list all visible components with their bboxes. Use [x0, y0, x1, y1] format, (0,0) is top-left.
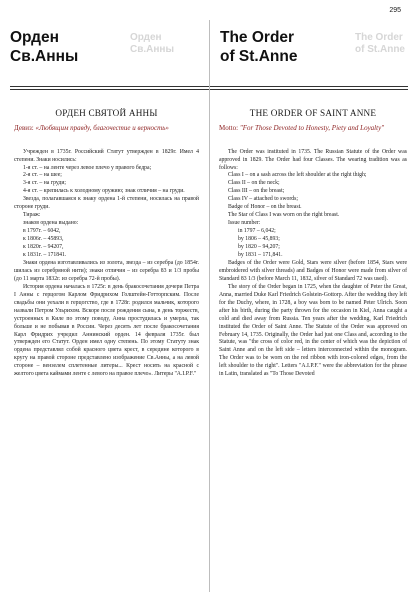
ru-class-item: 4-я ст. – крепилась к холодному оружию; знак отличия – на груди. — [23, 188, 185, 195]
ru-heading-line-1: Орден — [10, 29, 59, 46]
ru-issue-item: к 1831г. – 171841. — [23, 251, 67, 258]
ru-class-item: 1-я ст. – на ленте через левое плечо у правого бедра; — [23, 164, 152, 171]
en-heading-line-1: The Order — [220, 29, 295, 46]
en-paragraph: Badges of the Order were Gold, Stars were silver (before 1854, Stars were embroidered with silver threads) and Badges of Honor were made from silver of Standard 83 1/3 (before March 11, 1832, silver of Standard 72 was used). — [219, 259, 407, 282]
ru-body — [14, 149, 199, 380]
en-class-item: Badge of Honor – on the breast. — [228, 204, 302, 211]
ru-heading-line-2: Св.Анны — [10, 48, 79, 65]
en-class-item: Class I – on a sash across the left shoulder at the right thigh; — [228, 172, 367, 179]
ru-ghost-line-1: Орден — [130, 32, 162, 43]
ru-class-item: 3-я ст. – на груди; — [23, 180, 67, 187]
ru-paragraph: Знаки ордена изготавливались из золота, звезда – из серебра (до 1854г. шилась из серебряной нити); знаки отличия – из серебра 83 и 1/3 пробы (до 11 марта 1832г. из серебра 72-й пробы). — [14, 259, 199, 282]
en-class-item: Class IV – attached to swords; — [228, 196, 299, 203]
en-paragraph: The Star of Class I was worn on the right breast. — [228, 212, 340, 219]
ru-motto-text: «Любящим правду, благочестие и верность» — [35, 124, 169, 132]
ru-class-item: 2-я ст. – на шее; — [23, 172, 62, 179]
en-issue-item: by 1806 – 45,893; — [238, 236, 280, 243]
en-ghost-heading — [355, 32, 405, 56]
ru-issue-subheading: знаков ордена выдано: — [23, 220, 79, 227]
russian-column — [14, 108, 199, 379]
en-motto-label: Motto: — [219, 124, 239, 132]
ru-issue-item: в 1797г. – 6042, — [23, 228, 61, 235]
en-heading-line-2: of St.Anne — [220, 48, 298, 65]
ru-motto — [14, 124, 199, 133]
en-motto-text: "For Those Devoted to Honesty, Piety and Loyalty" — [239, 124, 385, 132]
ru-paragraph: Учрежден в 1735г. Российский Статут утвержден в 1829г. Имел 4 степени. Знаки носились: — [14, 148, 199, 163]
ru-issue-heading: Тираж: — [23, 212, 41, 219]
page-number: 295 — [389, 7, 401, 14]
en-paragraph: The story of the Order began in 1725, when the daughter of Peter the Great, Anna, married Duke Karl Friedrich Golstein-Gottorp. After the wedding they left for the Duchy, where, in 1728, a boy was born to be named Peter Ulrich. Soon after his birth, during the party thrown for the occasion in Kiel, Anna caught a cold and died away from Russia. Ten years after the wedding, Karl Friedrich instituted the Order of Saint Anne. The Statute of the Order was approved on February 14, 1735. Originally, the Order had just one Class and, according to the Statute, was "the cross of color red, in the center of which was the depiction of Saint Anne and on the left side – letters interconnected within the monogram. The Order was to be worn on the red ribbon with iron-colored edges, from the left shoulder to the right". Letters "A.I.P.F." were the abbreviation for the phrase in Latin, translated as "To Those Devoted — [219, 283, 407, 378]
en-motto — [219, 124, 407, 133]
ru-section-title: ОРДЕН СВЯТОЙ АННЫ — [55, 108, 158, 118]
ru-ghost-heading — [130, 32, 174, 56]
ru-paragraph: Звезда, полагавшаяся к знаку ордена 1-й степени, носилась на правой стороне груди. — [14, 196, 199, 211]
english-column — [219, 108, 407, 379]
ru-issue-item: к 1806г. – 45893, — [23, 236, 64, 243]
en-ghost-line-1: The Order — [355, 32, 403, 43]
en-paragraph: The Order was instituted in 1735. The Russian Statute of the Order was approved in 1829. The Order had four Classes. The wearing tradition was as follows: — [219, 148, 407, 171]
column-divider — [209, 20, 210, 592]
en-issue-heading: Issue number: — [228, 220, 261, 227]
en-issue-item: in 1797 – 6,042; — [238, 228, 276, 235]
ru-paragraph: История ордена началась в 1725г. в день бракосочетания дочери Петра I Анны с герцогом Карлом Фридрихом Голштейн-Готторпским. После свадьбы они уехали в герцогство, где в 1728г. родился мальчик, которого назвали Петром Ульрихом. Вскоре после рождения сына, в день торжеств, устроенных в Киле по этому поводу, Анна простудилась и умерла, так больше и не побывав в России. Через десять лет после бракосочетания Карл Фридрих учредил Аннинский орден. 14 февраля 1735г. был утвержден его Статут. Орден имел одну степень. По этому Статуту знак ордена представлял собой красного цвета крест, в середине которого в кругу на правой стороне представлено изображение Св.Анны, а на левой стороне – вензелем сплетенные литеры... Крест носить на красной с желтого цвета каймами ленте с левого на правое плечо». Литеры "A.I.P.F." — [14, 283, 199, 378]
ru-issue-item: к 1820г. – 94207, — [23, 244, 64, 251]
en-section-title: THE ORDER OF SAINT ANNE — [249, 108, 377, 118]
en-class-item: Class III – on the breast; — [228, 188, 285, 195]
ru-ghost-line-2: Св.Анны — [130, 44, 174, 55]
en-class-item: Class II – on the neck; — [228, 180, 280, 187]
ru-motto-label: Девиз: — [14, 124, 34, 132]
en-issue-item: by 1820 – 94,207; — [238, 244, 280, 251]
en-issue-item: by 1831 – 171,841. — [238, 251, 283, 258]
en-body — [219, 149, 407, 380]
en-ghost-line-2: of St.Anne — [355, 44, 405, 55]
